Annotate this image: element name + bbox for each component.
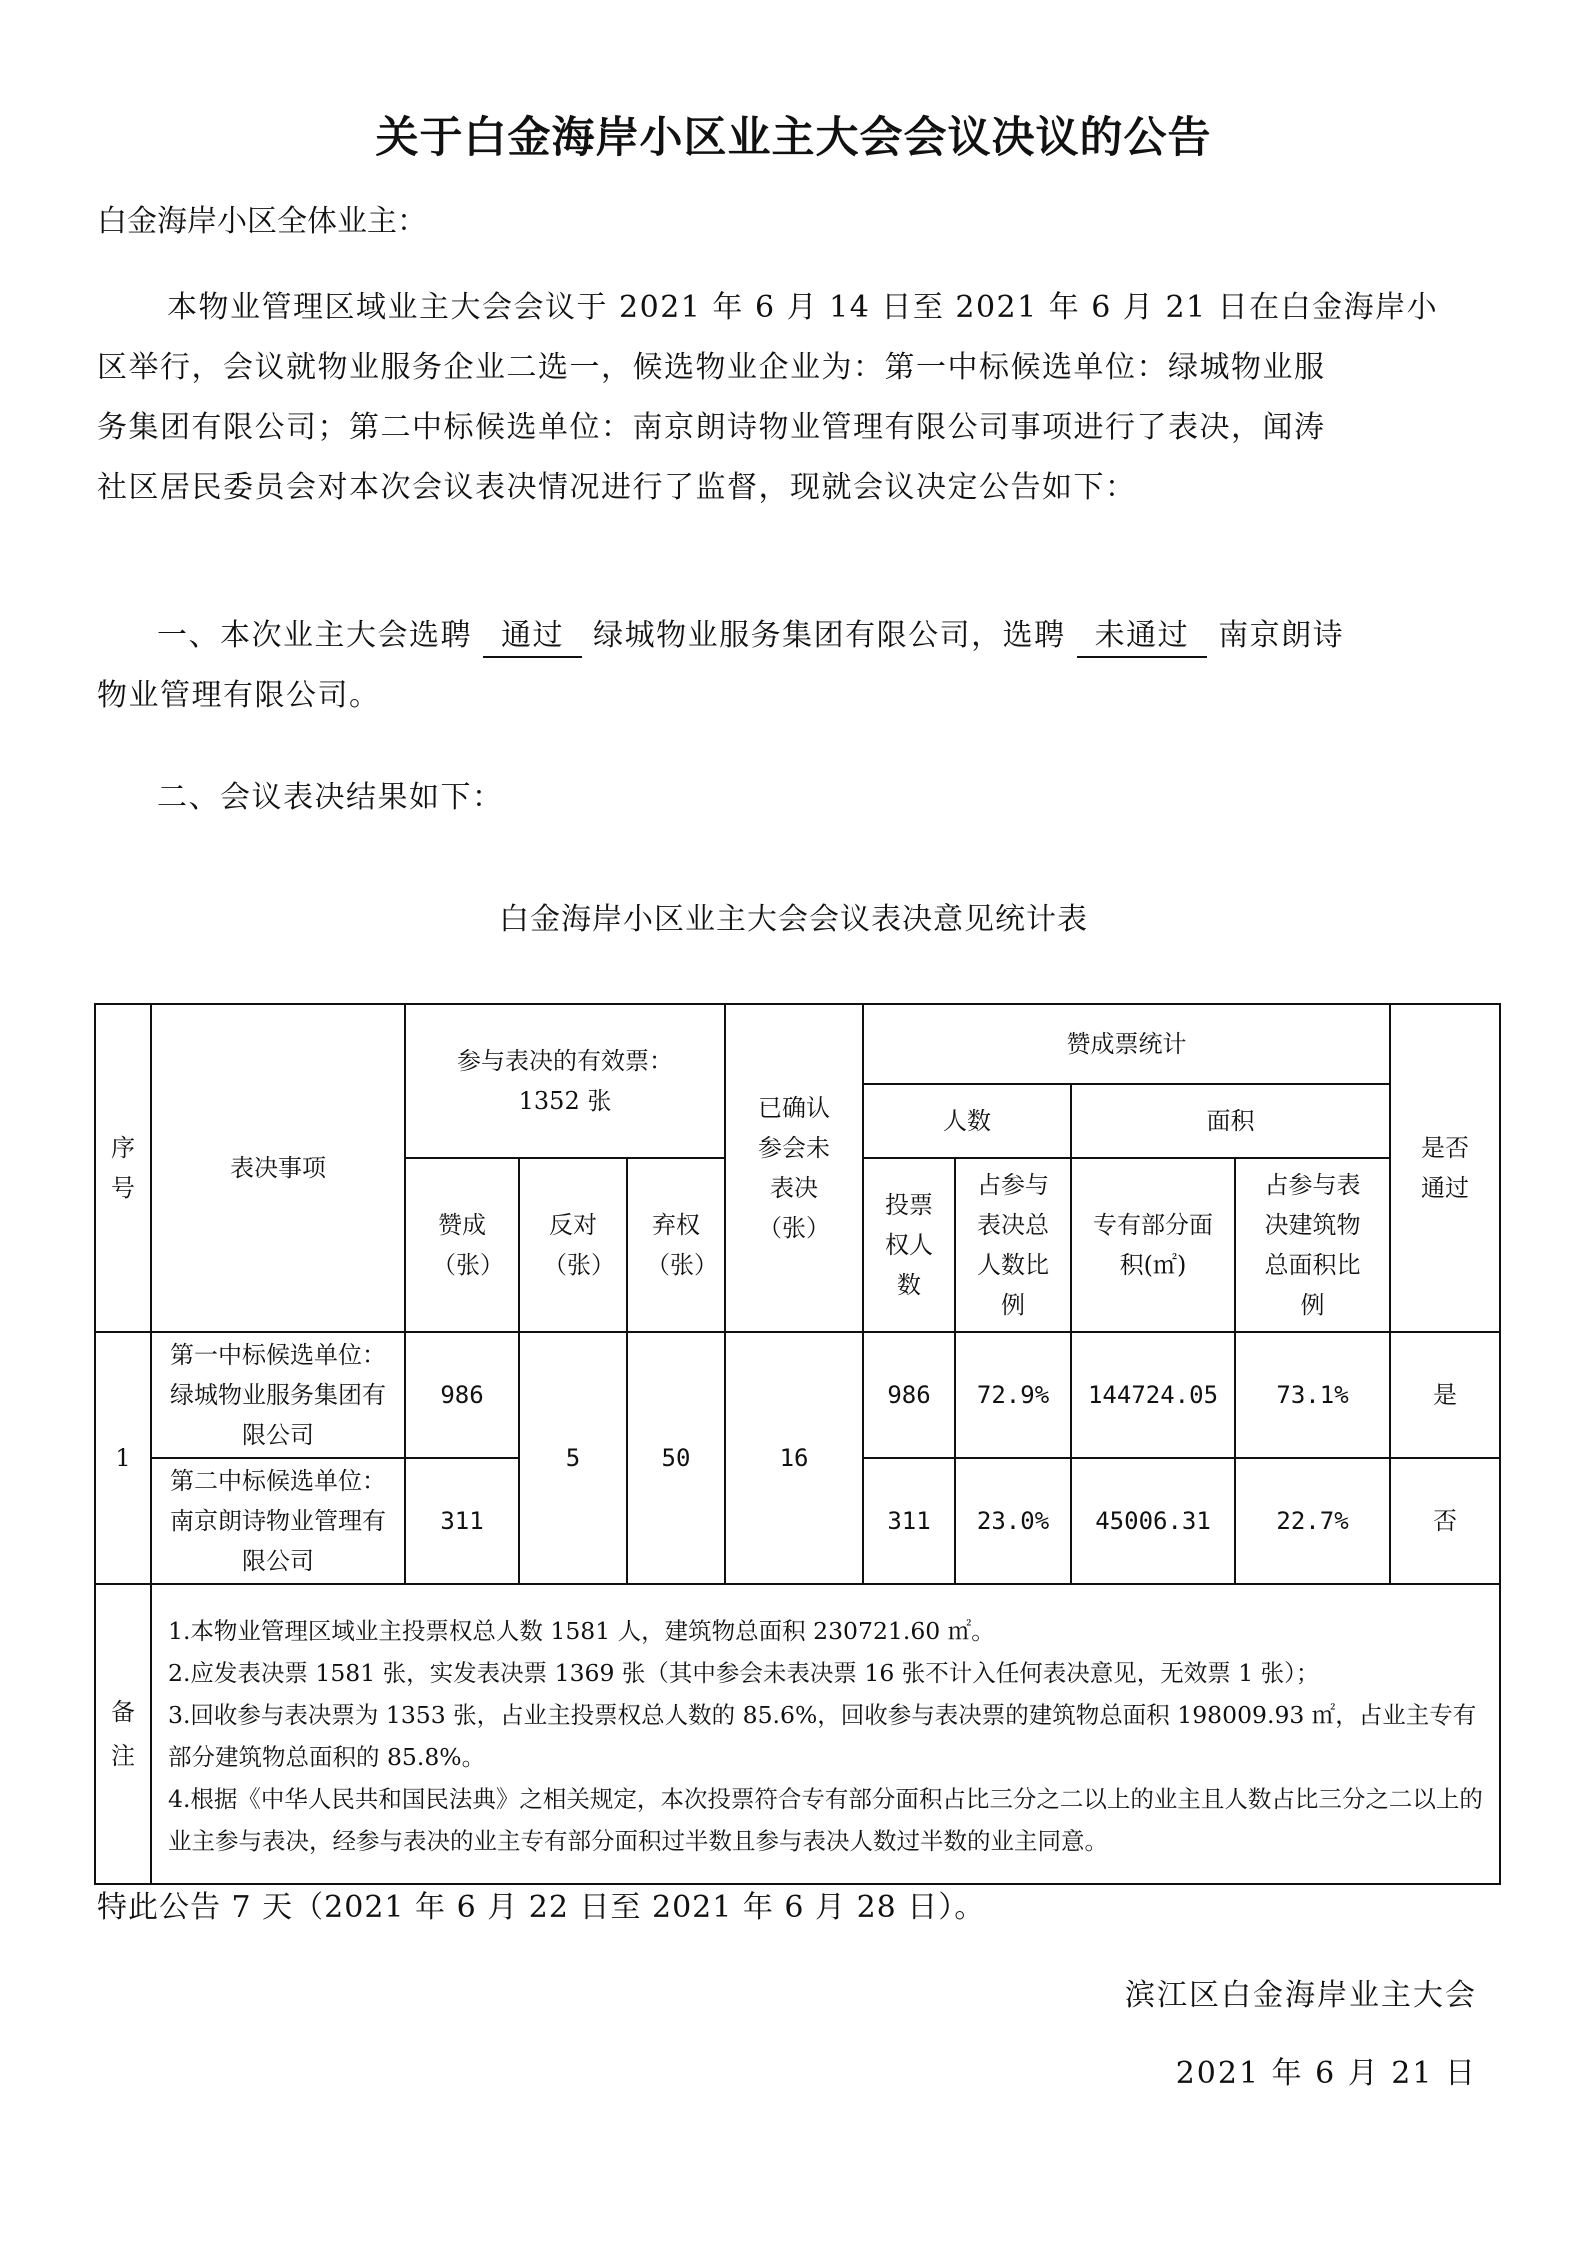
row-voters: 311 — [863, 1458, 955, 1584]
row-item: 第二中标候选单位：南京朗诗物业管理有限公司 — [151, 1458, 405, 1584]
header-against: 反对（张） — [519, 1158, 627, 1332]
resolution-one-middle: 绿城物业服务集团有限公司，选聘 — [593, 618, 1066, 653]
intro-line: 社区居民委员会对本次会议表决情况进行了监督，现就会议决定公告如下： — [97, 470, 1137, 505]
header-for: 赞成（张） — [405, 1158, 519, 1332]
intro-line: 区举行，会议就物业服务企业二选一，候选物业企业为：第一中标候选单位：绿城物业服 — [97, 350, 1326, 385]
notes-row — [95, 1584, 1500, 1884]
row-item: 第一中标候选单位：绿城物业服务集团有限公司 — [151, 1332, 405, 1458]
header-people-ratio: 占参与表决总人数比例 — [955, 1158, 1071, 1332]
signature-date: 2021 年 6 月 21 日 — [1175, 2056, 1477, 2091]
row-abstain: 50 — [627, 1332, 725, 1584]
notes-label: 备注 — [95, 1584, 151, 1884]
resolution-one-fill-failed: 未通过 — [1077, 616, 1208, 658]
resolution-two: 二、会议表决结果如下： — [157, 780, 504, 815]
note-item: 3.回收参与表决票为 1353 张，占业主投票权总人数的 85.6%，回收参与表决票的建筑物总面积 198009.93 ㎡，占业主专有部分建筑物总面积的 85.8%。 — [168, 1701, 1477, 1771]
row-exclusive-area: 144724.05 — [1071, 1332, 1235, 1458]
row-exclusive-area: 45006.31 — [1071, 1458, 1235, 1584]
resolution-one-fill-passed: 通过 — [483, 616, 582, 658]
resolution-one-prefix: 一、本次业主大会选聘 — [157, 618, 472, 653]
notice-title: 关于白金海岸小区业主大会会议决议的公告 — [375, 113, 1212, 163]
header-voters: 投票权人数 — [863, 1158, 955, 1332]
resolution-one-line2: 物业管理有限公司。 — [97, 678, 381, 713]
header-people: 人数 — [863, 1084, 1071, 1158]
signature: 滨江区白金海岸业主大会 — [1125, 1978, 1477, 2013]
row-area-ratio: 73.1% — [1235, 1332, 1390, 1458]
header-item: 表决事项 — [151, 1004, 405, 1332]
notes-content — [151, 1584, 1500, 1884]
header-seq: 序号 — [95, 1004, 151, 1332]
row-passed: 是 — [1390, 1332, 1500, 1458]
row-for: 986 — [405, 1332, 519, 1458]
table-title: 白金海岸小区业主大会会议表决意见统计表 — [499, 902, 1088, 937]
table-row — [95, 1332, 1500, 1458]
vote-statistics-table — [94, 1003, 1501, 1885]
note-item: 1.本物业管理区域业主投票权总人数 1581 人，建筑物总面积 230721.60 ㎡。 — [168, 1617, 995, 1645]
row-people-ratio: 72.9% — [955, 1332, 1071, 1458]
header-exclusive-area: 专有部分面积(㎡) — [1071, 1158, 1235, 1332]
intro-paragraph — [97, 278, 1527, 518]
salutation: 白金海岸小区全体业主： — [97, 204, 427, 239]
row-seq: 1 — [95, 1332, 151, 1584]
row-confirmed: 16 — [725, 1332, 863, 1584]
row-voters: 986 — [863, 1332, 955, 1458]
row-passed: 否 — [1390, 1458, 1500, 1584]
header-passed: 是否通过 — [1390, 1004, 1500, 1332]
intro-line: 务集团有限公司；第二中标候选单位：南京朗诗物业管理有限公司事项进行了表决，闻涛 — [97, 410, 1326, 445]
resolution-one — [97, 606, 1527, 726]
intro-line: 本物业管理区域业主大会会议于 2021 年 6 月 14 日至 2021 年 6 月 21 日在白金海岸小 — [167, 290, 1439, 325]
resolution-one-suffix: 南京朗诗 — [1218, 618, 1345, 653]
row-for: 311 — [405, 1458, 519, 1584]
header-area-ratio: 占参与表决建筑物总面积比例 — [1235, 1158, 1390, 1332]
header-abstain: 弃权（张） — [627, 1158, 725, 1332]
row-against: 5 — [519, 1332, 627, 1584]
notice-period: 特此公告 7 天（2021 年 6 月 22 日至 2021 年 6 月 28 日）。 — [97, 1890, 986, 1925]
note-item: 2.应发表决票 1581 张，实发表决票 1369 张（其中参会未表决票 16 张不计入任何表决意见，无效票 1 张）； — [168, 1659, 1320, 1687]
header-approve-stats: 赞成票统计 — [863, 1004, 1390, 1084]
header-confirmed-not-voted: 已确认参会未表决（张） — [725, 1004, 863, 1332]
row-area-ratio: 22.7% — [1235, 1458, 1390, 1584]
note-item: 4.根据《中华人民共和国民法典》之相关规定，本次投票符合专有部分面积占比三分之二以上的业主且人数占比三分之二以上的业主参与表决，经参与表决的业主专有部分面积过半数且参与表决人数过半数的业主同意。 — [168, 1785, 1483, 1855]
row-people-ratio: 23.0% — [955, 1458, 1071, 1584]
header-area: 面积 — [1071, 1084, 1390, 1158]
header-valid-votes: 参与表决的有效票： 1352 张 — [405, 1004, 725, 1158]
